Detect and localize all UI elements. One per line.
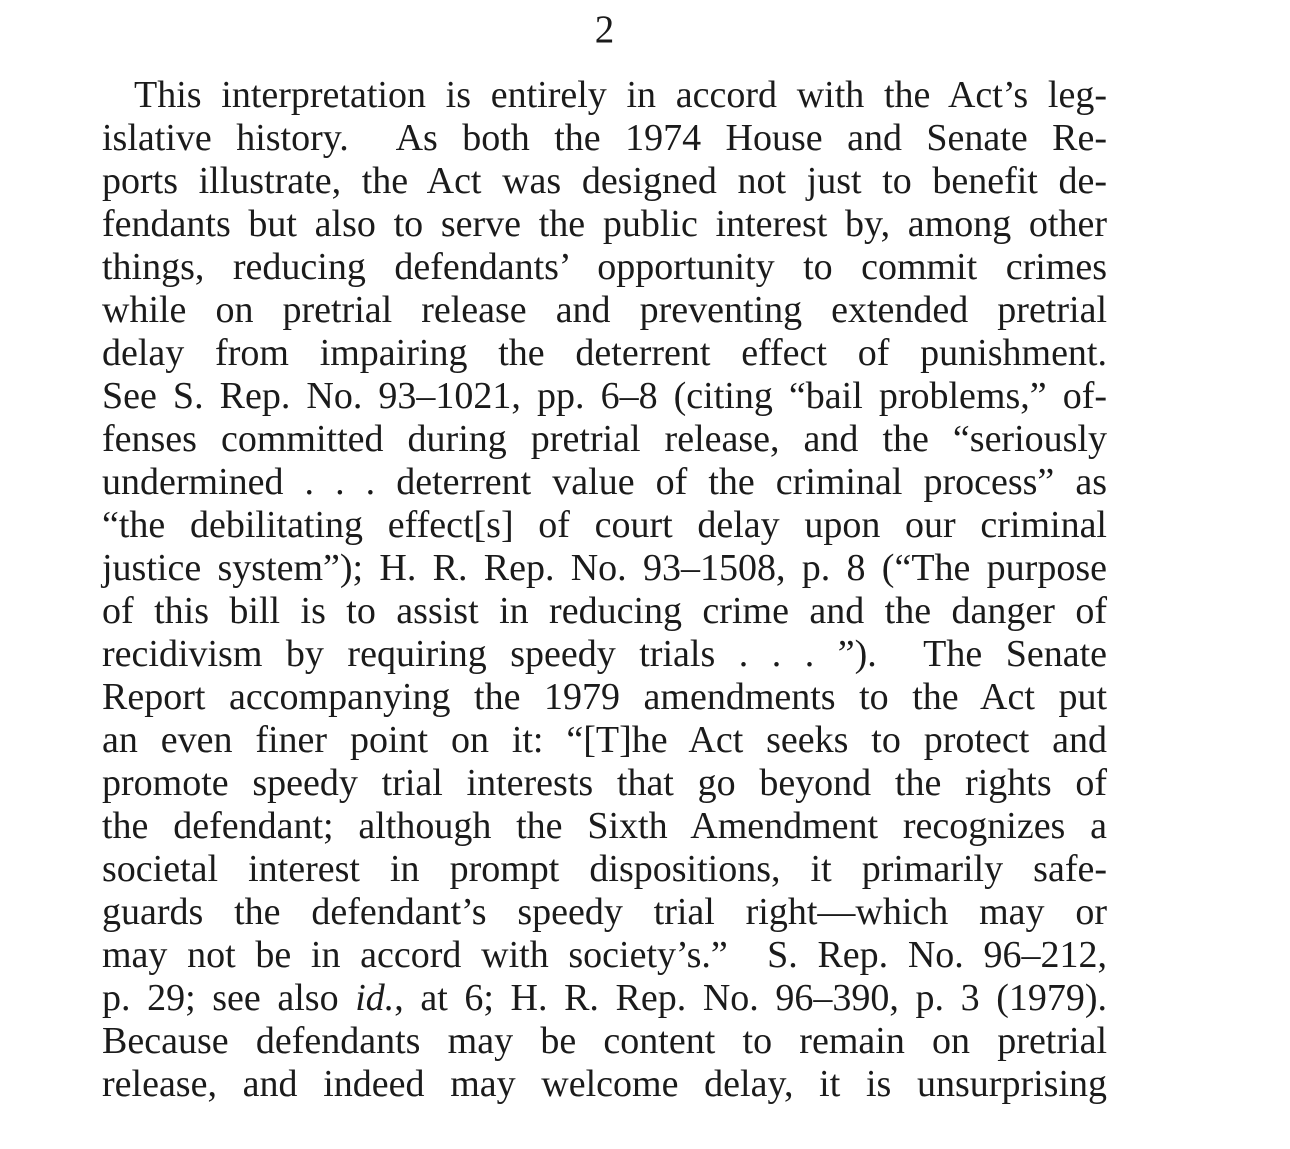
text-line [102, 74, 1107, 117]
text-line [102, 203, 1107, 246]
page-number: 2 [594, 8, 615, 51]
text-line [102, 332, 1107, 375]
text-segment: Report accompanying the 1979 amendments to the Act put [102, 676, 1107, 718]
citation-italic: id. [355, 977, 395, 1019]
text-line [102, 117, 1107, 160]
text-segment: promote speedy trial interests that go beyond the rights of [102, 762, 1107, 804]
text-line [102, 805, 1107, 848]
text-segment: , at 6; H. R. Rep. No. 96–390, p. 3 (1979). [394, 977, 1108, 1019]
text-line [102, 246, 1107, 289]
text-line [102, 977, 1107, 1020]
text-segment: release, and indeed may welcome delay, it is unsurprising [102, 1063, 1107, 1105]
text-segment: societal interest in prompt dispositions, it primarily safe- [102, 848, 1107, 890]
text-segment: of this bill is to assist in reducing crime and the danger of [102, 590, 1107, 632]
text-line [102, 633, 1107, 676]
text-segment: delay from impairing the deterrent effect of punishment. [102, 332, 1107, 374]
text-segment: guards the defendant’s speedy trial right—which may or [102, 891, 1107, 933]
text-segment: may not be in accord with society’s.” S. Rep. No. 96–212, [102, 934, 1107, 976]
text-segment: things, reducing defendants’ opportunity to commit crimes [102, 246, 1107, 288]
text-segment: undermined . . . deterrent value of the criminal process” as [102, 461, 1107, 503]
text-segment: fenses committed during pretrial release, and the “seriously [102, 418, 1107, 460]
text-line [102, 160, 1107, 203]
text-segment: p. 29; see also [102, 977, 356, 1019]
text-segment: an even finer point on it: “[T]he Act seeks to protect and [102, 719, 1107, 761]
text-segment: Because defendants may be content to remain on pretrial [102, 1020, 1107, 1062]
text-line [102, 547, 1107, 590]
text-line [102, 676, 1107, 719]
text-line [102, 719, 1107, 762]
text-line [102, 1063, 1107, 1106]
text-line [102, 590, 1107, 633]
text-line [102, 1020, 1107, 1063]
text-segment: “the debilitating effect[s] of court delay upon our criminal [102, 504, 1107, 546]
text-segment: islative history. As both the 1974 House and Senate Re- [102, 117, 1107, 159]
text-line [102, 289, 1107, 332]
text-line [102, 891, 1107, 934]
text-segment: the defendant; although the Sixth Amendment recognizes a [102, 805, 1107, 847]
text-line [102, 461, 1107, 504]
text-segment: See S. Rep. No. 93–1021, pp. 6–8 (citing “bail problems,” of- [102, 375, 1107, 417]
text-segment: while on pretrial release and preventing extended pretrial [102, 289, 1107, 331]
text-segment: fendants but also to serve the public interest by, among other [102, 203, 1107, 245]
text-line [102, 934, 1107, 977]
text-segment: This interpretation is entirely in accord with the Act’s leg- [134, 74, 1107, 116]
text-line [102, 848, 1107, 891]
body-text [102, 74, 1107, 1106]
text-line [102, 504, 1107, 547]
text-line [102, 762, 1107, 805]
text-line [102, 418, 1107, 461]
text-segment: ports illustrate, the Act was designed not just to benefit de- [102, 160, 1107, 202]
text-line [102, 375, 1107, 418]
text-segment: recidivism by requiring speedy trials . . . ”). The Senate [102, 633, 1107, 675]
text-segment: justice system”); H. R. Rep. No. 93–1508, p. 8 (“The purpose [102, 547, 1107, 589]
